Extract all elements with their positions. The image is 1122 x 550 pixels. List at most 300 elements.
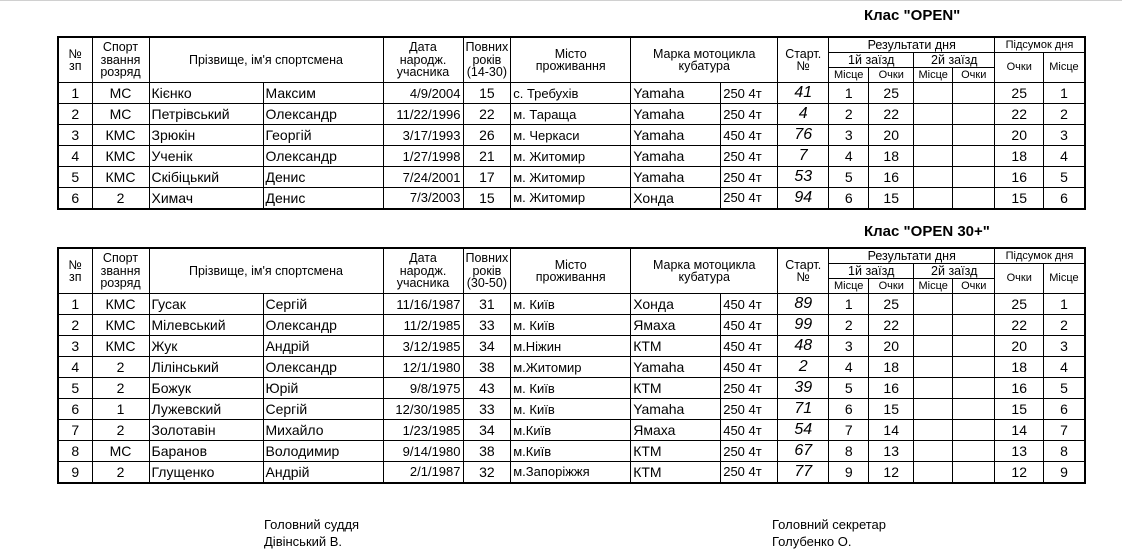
athlete-surname: Божук — [149, 378, 263, 399]
start-number: 41 — [778, 83, 829, 104]
athlete-dob: 3/17/1993 — [383, 125, 463, 146]
total-place: 3 — [1044, 336, 1085, 357]
header-line: кубатура — [678, 59, 730, 73]
athlete-first-name: Георгій — [263, 125, 383, 146]
col-header-bike — [631, 37, 778, 83]
race2-place — [914, 315, 953, 336]
bike-cc: 250 4т — [721, 104, 778, 125]
athlete-first-name: Максим — [263, 83, 383, 104]
race1-points: 20 — [869, 336, 914, 357]
col-header-points: Очки — [869, 279, 914, 294]
race1-place: 5 — [829, 378, 869, 399]
athlete-rank: КМС — [92, 294, 149, 315]
bike-cc: 250 4т — [721, 188, 778, 209]
athlete-age: 15 — [463, 188, 511, 209]
col-header-total-points: Очки — [995, 53, 1044, 83]
col-header-total-place: Місце — [1044, 264, 1085, 294]
header-line: звання — [100, 263, 141, 278]
table-row — [58, 188, 1085, 209]
race1-place: 6 — [829, 188, 869, 209]
start-number: 2 — [778, 357, 829, 378]
athlete-city: м. Київ — [511, 315, 631, 336]
athlete-surname: Баранов — [149, 441, 263, 462]
athlete-age: 21 — [463, 146, 511, 167]
athlete-surname: Ученік — [149, 146, 263, 167]
table-row — [58, 146, 1085, 167]
race2-points — [953, 441, 995, 462]
athlete-age: 38 — [463, 357, 511, 378]
athlete-surname: Кієнко — [149, 83, 263, 104]
athlete-surname: Гусак — [149, 294, 263, 315]
athlete-city: м. Черкаси — [511, 125, 631, 146]
header-line: № — [796, 270, 810, 284]
col-header-race1: 1й заїзд — [829, 53, 914, 68]
header-line: років — [472, 263, 502, 278]
start-number: 77 — [778, 462, 829, 483]
bike-brand: КТМ — [631, 378, 721, 399]
col-header-day-results: Результати дня — [829, 248, 995, 264]
race2-points — [953, 399, 995, 420]
bike-brand: Yamaha — [631, 83, 721, 104]
athlete-surname: Скібіцький — [149, 167, 263, 188]
athlete-dob: 7/24/2001 — [383, 167, 463, 188]
col-header-start-number — [778, 248, 829, 294]
row-number: 6 — [58, 399, 92, 420]
race2-points — [953, 336, 995, 357]
athlete-city: м. Житомир — [511, 167, 631, 188]
col-header-rank — [92, 37, 149, 83]
athlete-rank: 2 — [92, 378, 149, 399]
col-header-bike — [631, 248, 778, 294]
athlete-surname: Мілевський — [149, 315, 263, 336]
start-number: 67 — [778, 441, 829, 462]
row-number: 6 — [58, 188, 92, 209]
header-line: Спорт — [102, 40, 139, 55]
col-header-day-results: Результати дня — [829, 37, 995, 53]
results-table-open-30 — [57, 247, 1086, 484]
athlete-rank: КМС — [92, 315, 149, 336]
header-line: Дата — [409, 251, 437, 266]
col-header-place: Місце — [829, 279, 869, 294]
total-points: 12 — [995, 462, 1044, 483]
chief-judge-title: Головний суддя — [264, 517, 360, 532]
athlete-rank: МС — [92, 83, 149, 104]
bike-brand: Yamaha — [631, 399, 721, 420]
athlete-dob: 11/22/1996 — [383, 104, 463, 125]
total-place: 1 — [1044, 294, 1085, 315]
row-number: 4 — [58, 357, 92, 378]
athlete-first-name: Андрій — [263, 462, 383, 483]
bike-cc: 450 4т — [721, 125, 778, 146]
race2-place — [914, 357, 953, 378]
bike-cc: 250 4т — [721, 441, 778, 462]
chief-judge-block — [264, 516, 359, 550]
athlete-first-name: Андрій — [263, 336, 383, 357]
total-place: 5 — [1044, 167, 1085, 188]
table-row — [58, 420, 1085, 441]
athlete-rank: МС — [92, 104, 149, 125]
header-line: Марка мотоцикла — [653, 46, 756, 61]
total-points: 20 — [995, 125, 1044, 146]
bike-brand: Yamaha — [631, 125, 721, 146]
race2-place — [914, 294, 953, 315]
athlete-rank: 2 — [92, 420, 149, 441]
race1-points: 22 — [869, 315, 914, 336]
start-number: 76 — [778, 125, 829, 146]
row-number: 5 — [58, 378, 92, 399]
race1-points: 16 — [869, 378, 914, 399]
athlete-city: м.Ніжин — [511, 336, 631, 357]
athlete-city: м. Київ — [511, 294, 631, 315]
bike-cc: 450 4т — [721, 315, 778, 336]
bike-brand: Yamaha — [631, 146, 721, 167]
total-points: 16 — [995, 167, 1044, 188]
col-header-rank — [92, 248, 149, 294]
table-row — [58, 378, 1085, 399]
bike-cc: 450 4т — [721, 294, 778, 315]
athlete-age: 22 — [463, 104, 511, 125]
race1-place: 1 — [829, 294, 869, 315]
row-number: 3 — [58, 125, 92, 146]
athlete-dob: 3/12/1985 — [383, 336, 463, 357]
athlete-first-name: Олександр — [263, 315, 383, 336]
athlete-city: м.Київ — [511, 441, 631, 462]
race1-points: 25 — [869, 294, 914, 315]
header-line: Місто — [554, 257, 587, 272]
col-header-total-points: Очки — [995, 264, 1044, 294]
athlete-first-name: Олександр — [263, 104, 383, 125]
race2-points — [953, 104, 995, 125]
bike-cc: 250 4т — [721, 462, 778, 483]
race1-place: 3 — [829, 125, 869, 146]
total-points: 22 — [995, 315, 1044, 336]
bike-cc: 450 4т — [721, 420, 778, 441]
table-row — [58, 399, 1085, 420]
race2-place — [914, 146, 953, 167]
table-row — [58, 357, 1085, 378]
header-line: Повних — [465, 251, 509, 266]
athlete-first-name: Михайло — [263, 420, 383, 441]
athlete-dob: 1/23/1985 — [383, 420, 463, 441]
athlete-rank: 2 — [92, 462, 149, 483]
athlete-age: 33 — [463, 399, 511, 420]
athlete-city: м.Житомир — [511, 357, 631, 378]
athlete-first-name: Сергій — [263, 399, 383, 420]
row-number: 7 — [58, 420, 92, 441]
race1-place: 8 — [829, 441, 869, 462]
header-line: учасника — [396, 276, 450, 291]
athlete-dob: 11/2/1985 — [383, 315, 463, 336]
header-line: народж. — [399, 263, 447, 278]
bike-cc: 250 4т — [721, 378, 778, 399]
total-place: 3 — [1044, 125, 1085, 146]
header-line: років — [472, 52, 502, 67]
col-header-city — [511, 37, 631, 83]
start-number: 54 — [778, 420, 829, 441]
total-points: 18 — [995, 146, 1044, 167]
table-row — [58, 125, 1085, 146]
start-number: 48 — [778, 336, 829, 357]
bike-brand: Yamaha — [631, 167, 721, 188]
race1-points: 13 — [869, 441, 914, 462]
bike-brand: Хонда — [631, 294, 721, 315]
bike-cc: 250 4т — [721, 83, 778, 104]
total-place: 2 — [1044, 104, 1085, 125]
start-number: 71 — [778, 399, 829, 420]
row-number: 9 — [58, 462, 92, 483]
header-line: Дата — [409, 40, 437, 55]
athlete-rank: МС — [92, 441, 149, 462]
table-row — [58, 294, 1085, 315]
race1-points: 15 — [869, 188, 914, 209]
col-header-number: № зп — [58, 37, 92, 83]
bike-cc: 250 4т — [721, 167, 778, 188]
race1-points: 15 — [869, 399, 914, 420]
athlete-dob: 1/27/1998 — [383, 146, 463, 167]
athlete-first-name: Олександр — [263, 357, 383, 378]
race2-place — [914, 378, 953, 399]
athlete-dob: 12/1/1980 — [383, 357, 463, 378]
start-number: 39 — [778, 378, 829, 399]
race1-place: 4 — [829, 146, 869, 167]
col-header-dob — [383, 37, 463, 83]
col-header-points: Очки — [953, 68, 995, 83]
race1-points: 20 — [869, 125, 914, 146]
row-number: 4 — [58, 146, 92, 167]
race2-place — [914, 441, 953, 462]
race2-place — [914, 125, 953, 146]
col-header-name: Прізвище, ім'я спортсмена — [149, 37, 383, 83]
athlete-rank: КМС — [92, 336, 149, 357]
col-header-age — [463, 248, 511, 294]
athlete-first-name: Денис — [263, 167, 383, 188]
header-line: звання — [100, 52, 141, 67]
race2-points — [953, 462, 995, 483]
total-points: 16 — [995, 378, 1044, 399]
start-number: 89 — [778, 294, 829, 315]
age-range: (30-50) — [466, 276, 507, 291]
header-line: кубатура — [678, 270, 730, 284]
race2-place — [914, 188, 953, 209]
race2-place — [914, 104, 953, 125]
race1-place: 7 — [829, 420, 869, 441]
athlete-dob: 12/30/1985 — [383, 399, 463, 420]
athlete-surname: Глущенко — [149, 462, 263, 483]
athlete-rank: КМС — [92, 167, 149, 188]
col-header-total-place: Місце — [1044, 53, 1085, 83]
total-points: 25 — [995, 83, 1044, 104]
athlete-city: м.Київ — [511, 420, 631, 441]
col-header-points: Очки — [869, 68, 914, 83]
athlete-surname: Зрюкін — [149, 125, 263, 146]
total-place: 1 — [1044, 83, 1085, 104]
race1-points: 12 — [869, 462, 914, 483]
race1-points: 16 — [869, 167, 914, 188]
chief-judge-name: Дівінський В. — [264, 534, 343, 549]
race1-place: 5 — [829, 167, 869, 188]
race2-place — [914, 167, 953, 188]
athlete-dob: 4/9/2004 — [383, 83, 463, 104]
race2-place — [914, 83, 953, 104]
col-header-place: Місце — [914, 279, 953, 294]
athlete-city: м. Київ — [511, 378, 631, 399]
col-header-age — [463, 37, 511, 83]
race2-points — [953, 146, 995, 167]
athlete-rank: 2 — [92, 188, 149, 209]
athlete-city: м. Київ — [511, 399, 631, 420]
athlete-first-name: Олександр — [263, 146, 383, 167]
row-number: 2 — [58, 315, 92, 336]
bike-brand: КТМ — [631, 462, 721, 483]
athlete-surname: Золотавін — [149, 420, 263, 441]
table-row — [58, 441, 1085, 462]
bike-brand: Ямаха — [631, 315, 721, 336]
col-header-race1: 1й заїзд — [829, 264, 914, 279]
athlete-age: 33 — [463, 315, 511, 336]
race1-points: 18 — [869, 357, 914, 378]
bike-brand: Yamaha — [631, 104, 721, 125]
race1-points: 25 — [869, 83, 914, 104]
row-number: 2 — [58, 104, 92, 125]
row-number: 3 — [58, 336, 92, 357]
row-number: 5 — [58, 167, 92, 188]
col-header-place: Місце — [829, 68, 869, 83]
athlete-surname: Лілінський — [149, 357, 263, 378]
chief-secretary-block — [772, 516, 886, 550]
bike-brand: Хонда — [631, 188, 721, 209]
bike-brand: Yamaha — [631, 357, 721, 378]
age-range: (14-30) — [466, 65, 507, 80]
race2-points — [953, 315, 995, 336]
col-header-day-total: Підсумок дня — [995, 37, 1085, 53]
class-title-open-30: Клас "OPEN 30+" — [864, 223, 990, 240]
start-number: 7 — [778, 146, 829, 167]
table-row — [58, 167, 1085, 188]
total-place: 6 — [1044, 399, 1085, 420]
athlete-first-name: Юрій — [263, 378, 383, 399]
total-place: 9 — [1044, 462, 1085, 483]
athlete-rank: КМС — [92, 125, 149, 146]
header-line: № — [796, 59, 810, 73]
total-points: 18 — [995, 357, 1044, 378]
race2-points — [953, 125, 995, 146]
table-row — [58, 83, 1085, 104]
race2-place — [914, 336, 953, 357]
bike-brand: КТМ — [631, 441, 721, 462]
row-number: 1 — [58, 83, 92, 104]
start-number: 4 — [778, 104, 829, 125]
athlete-age: 15 — [463, 83, 511, 104]
athlete-surname: Химач — [149, 188, 263, 209]
total-points: 15 — [995, 188, 1044, 209]
athlete-city: м.Запоріжжя — [511, 462, 631, 483]
total-points: 20 — [995, 336, 1044, 357]
bike-cc: 250 4т — [721, 146, 778, 167]
athlete-age: 32 — [463, 462, 511, 483]
total-place: 5 — [1044, 378, 1085, 399]
total-place: 2 — [1044, 315, 1085, 336]
athlete-city: м. Житомир — [511, 188, 631, 209]
bike-cc: 450 4т — [721, 336, 778, 357]
race2-points — [953, 83, 995, 104]
header-line: розряд — [100, 65, 141, 80]
page-top-border — [0, 0, 1122, 1]
total-points: 13 — [995, 441, 1044, 462]
athlete-dob: 11/16/1987 — [383, 294, 463, 315]
col-header-day-total: Підсумок дня — [995, 248, 1085, 264]
col-header-city — [511, 248, 631, 294]
race1-points: 14 — [869, 420, 914, 441]
athlete-dob: 7/3/2003 — [383, 188, 463, 209]
header-line: Марка мотоцикла — [653, 257, 756, 272]
chief-secretary-title: Головний секретар — [772, 517, 887, 532]
race2-points — [953, 378, 995, 399]
race2-points — [953, 357, 995, 378]
bike-brand: Ямаха — [631, 420, 721, 441]
bike-cc: 250 4т — [721, 399, 778, 420]
race2-place — [914, 420, 953, 441]
race1-place: 4 — [829, 357, 869, 378]
bike-cc: 450 4т — [721, 357, 778, 378]
row-number: 1 — [58, 294, 92, 315]
header-line: проживання — [535, 59, 606, 73]
col-header-number: № зп — [58, 248, 92, 294]
col-header-race2: 2й заїзд — [914, 264, 995, 279]
race2-points — [953, 167, 995, 188]
race1-place: 1 — [829, 83, 869, 104]
athlete-city: м. Тараща — [511, 104, 631, 125]
race2-place — [914, 462, 953, 483]
col-header-dob — [383, 248, 463, 294]
race1-place: 2 — [829, 315, 869, 336]
table-row — [58, 315, 1085, 336]
header-line: Місто — [554, 46, 587, 61]
athlete-first-name: Володимир — [263, 441, 383, 462]
col-header-name: Прізвище, ім'я спортсмена — [149, 248, 383, 294]
athlete-age: 31 — [463, 294, 511, 315]
chief-secretary-name: Голубенко О. — [772, 534, 852, 549]
header-line: розряд — [100, 276, 141, 291]
start-number: 99 — [778, 315, 829, 336]
race2-points — [953, 294, 995, 315]
header-line: учасника — [396, 65, 450, 80]
athlete-age: 17 — [463, 167, 511, 188]
athlete-city: с. Требухів — [511, 83, 631, 104]
col-header-start-number — [778, 37, 829, 83]
header-line: Спорт — [102, 251, 139, 266]
athlete-surname: Жук — [149, 336, 263, 357]
athlete-age: 38 — [463, 441, 511, 462]
start-number: 94 — [778, 188, 829, 209]
athlete-city: м. Житомир — [511, 146, 631, 167]
total-points: 25 — [995, 294, 1044, 315]
total-points: 22 — [995, 104, 1044, 125]
athlete-first-name: Денис — [263, 188, 383, 209]
col-header-race2: 2й заїзд — [914, 53, 995, 68]
class-title-open: Клас "OPEN" — [864, 7, 961, 24]
results-table-open — [57, 36, 1086, 210]
table-row — [58, 104, 1085, 125]
header-line: Старт. — [785, 46, 822, 61]
athlete-age: 34 — [463, 420, 511, 441]
total-place: 7 — [1044, 420, 1085, 441]
athlete-dob: 2/1/1987 — [383, 462, 463, 483]
header-line: Повних — [465, 40, 509, 55]
race1-place: 3 — [829, 336, 869, 357]
col-header-points: Очки — [953, 279, 995, 294]
race2-points — [953, 188, 995, 209]
header-row — [58, 248, 1085, 264]
